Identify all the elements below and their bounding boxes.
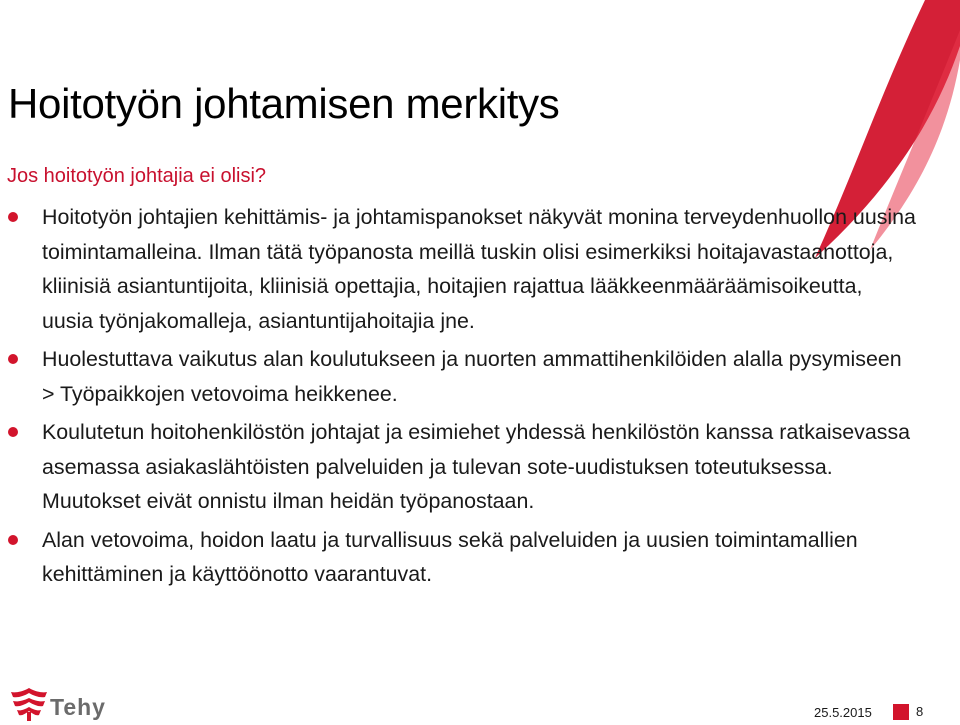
tehy-logo (10, 686, 130, 722)
bullet-text: Hoitotyön johtajien kehittämis- ja johtamispanokset näkyvät monina terveydenhuollon uusina toimintamalleina. Ilman tätä työpanosta meillä tuskin olisi esimerkiksi hoitajavastaanottoja, kliinisiä asiantuntijoita, kliinisiä opettajia, hoitajien rajattua lääkkeenmääräämisoikeutta, uusia työnjakomalleja, asiantuntijahoitajia jne. (42, 205, 916, 333)
bullet-dot-icon (8, 427, 18, 437)
slide-subtitle: Jos hoitotyön johtajia ei olisi? (7, 165, 267, 187)
bullet-dot-icon (8, 354, 18, 364)
bullet-list (6, 200, 916, 592)
page-number: 8 (916, 704, 924, 719)
tehy-logo-text: Tehy (50, 694, 106, 720)
bullet-text: Huolestuttava vaikutus alan koulutukseen ja nuorten ammattihenkilöiden alalla pysymiseen > Työpaikkojen vetovoima heikkenee. (42, 347, 902, 406)
bullet-text: Koulutetun hoitohenkilöstön johtajat ja esimiehet yhdessä henkilöstön kanssa ratkaisevassa asemassa asiakaslähtöisten palveluiden ja tulevan sote-uudistuksen toteutuksessa. Muutokset eivät onnistu ilman heidän työpanostaan. (42, 420, 911, 513)
bullet-item (6, 415, 916, 519)
bullet-item (6, 342, 916, 411)
bullet-dot-icon (8, 535, 18, 545)
bullet-item (6, 200, 916, 338)
bullet-text: Alan vetovoima, hoidon laatu ja turvallisuus sekä palveluiden ja uusien toimintamallien kehittäminen ja käyttöönotto vaarantuvat. (42, 527, 858, 586)
bullet-dot-icon (8, 212, 18, 222)
tehy-logo-mark-icon (10, 686, 48, 722)
slide-title: Hoitotyön johtamisen merkitys (8, 80, 560, 127)
footer-date: 25.5.2015 (814, 705, 872, 720)
bullet-item (6, 523, 916, 592)
footer-red-square (893, 704, 909, 720)
